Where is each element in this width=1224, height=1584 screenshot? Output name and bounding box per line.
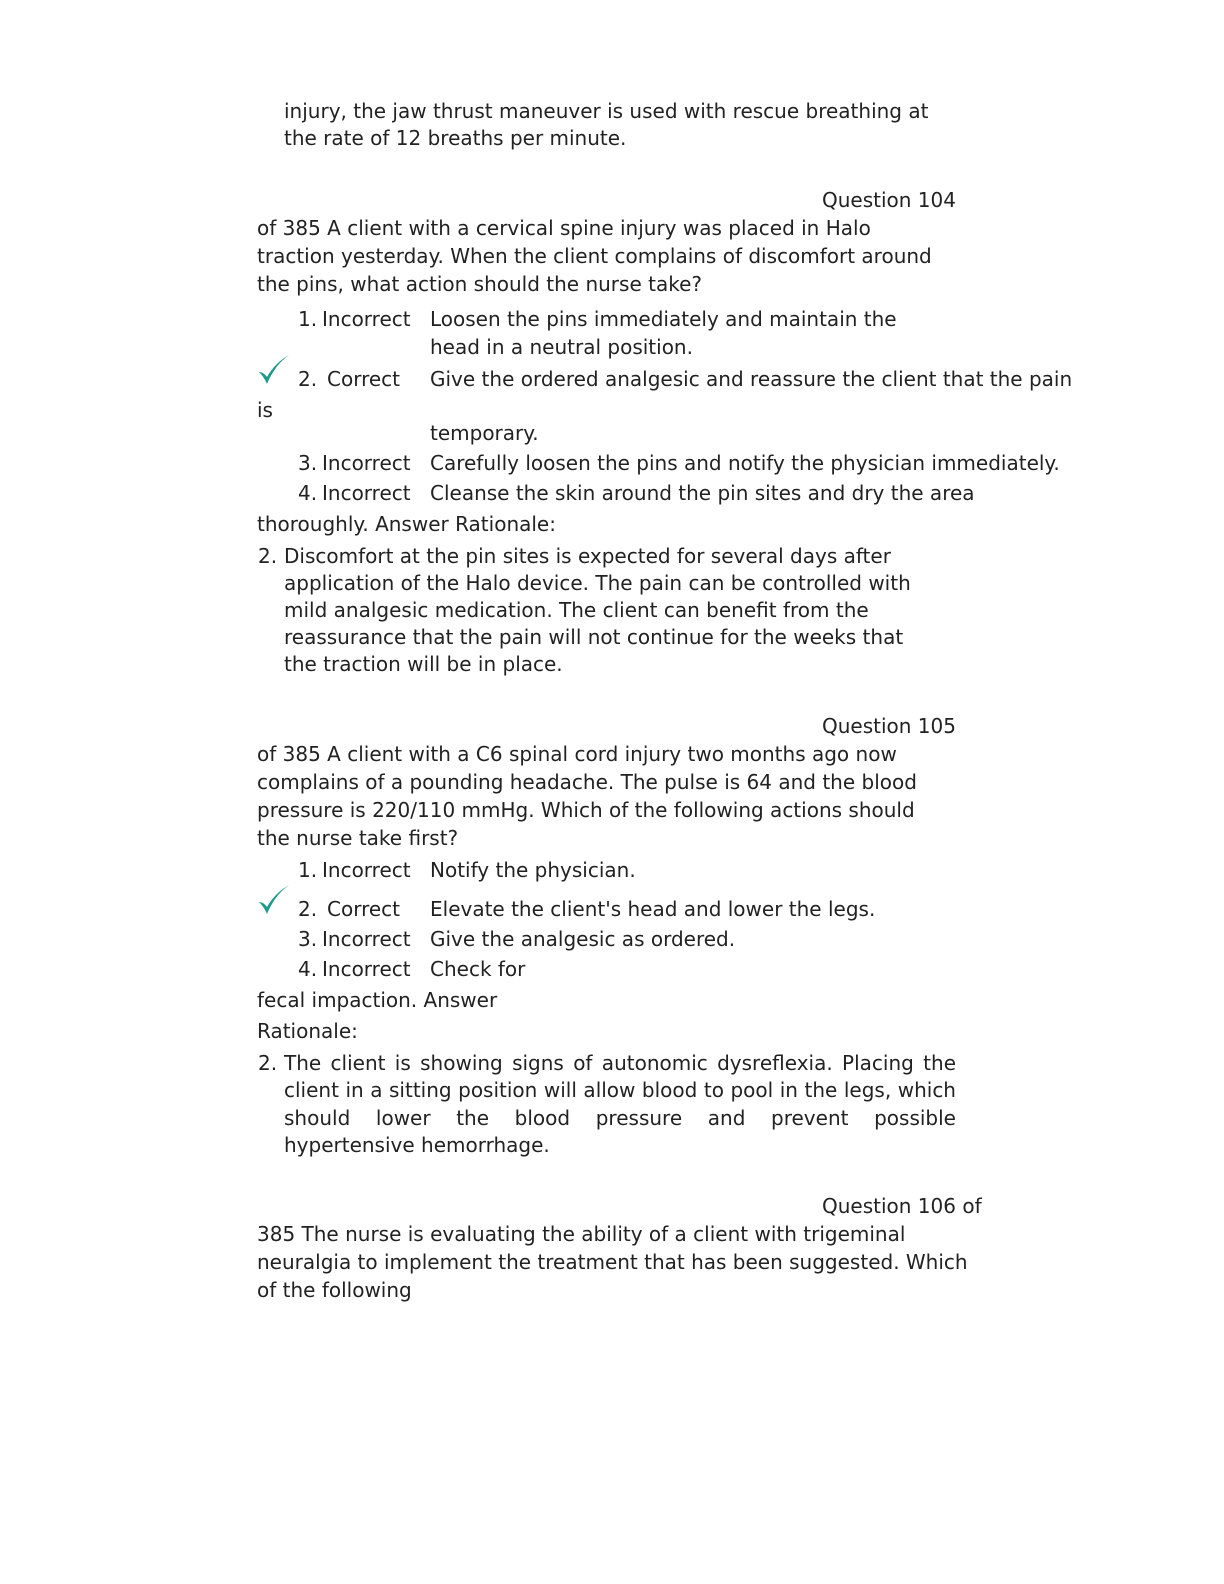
question-stem-line: pressure is 220/110 mmHg. Which of the following actions should bbox=[257, 798, 915, 822]
question-stem-line: of 385 A client with a cervical spine injury was placed in Halo bbox=[257, 216, 871, 240]
rationale-line: mild analgesic medication. The client can benefit from the bbox=[284, 598, 869, 622]
after-options-text: thoroughly. Answer Rationale: bbox=[257, 512, 556, 536]
question-stem-line: of the following bbox=[257, 1278, 412, 1302]
option-number: 3. bbox=[298, 451, 318, 475]
option-text: Give the analgesic as ordered. bbox=[430, 927, 736, 951]
question-label: Question 105 bbox=[822, 714, 956, 738]
option-status: Incorrect bbox=[322, 858, 411, 882]
rationale-paragraph: The client is showing signs of autonomic dysreflexia. Placing the client in a sitting position will allow blood to pool in the legs, which should lower the blood pressure and prevent possible hypertensive hemorrhage. bbox=[284, 1051, 956, 1157]
question-stem-line: complains of a pounding headache. The pulse is 64 and the blood bbox=[257, 770, 917, 794]
option-number: 1. bbox=[298, 858, 318, 882]
question-stem-line: neuralgia to implement the treatment that has been suggested. Which bbox=[257, 1250, 968, 1274]
option-text: Elevate the client's head and lower the legs. bbox=[430, 897, 876, 921]
rationale-line: the traction will be in place. bbox=[284, 652, 563, 676]
question-stem-line: the nurse take first? bbox=[257, 826, 459, 850]
option-status: Incorrect bbox=[322, 307, 411, 331]
checkmark-icon bbox=[256, 882, 292, 918]
option-text: Carefully loosen the pins and notify the physician immediately. bbox=[430, 451, 1060, 475]
option-text: Give the ordered analgesic and reassure the client that the pain bbox=[430, 367, 1073, 391]
rationale-line: application of the Halo device. The pain can be controlled with bbox=[284, 571, 911, 595]
option-text: Cleanse the skin around the pin sites and dry the area bbox=[430, 481, 975, 505]
option-text: Check for bbox=[430, 957, 526, 981]
option-status: Correct bbox=[327, 367, 400, 391]
question-stem-line: traction yesterday. When the client complains of discomfort around bbox=[257, 244, 932, 268]
after-options-text: Rationale: bbox=[257, 1019, 358, 1043]
option-status: Incorrect bbox=[322, 957, 411, 981]
option-status: Incorrect bbox=[322, 927, 411, 951]
after-options-text: fecal impaction. Answer bbox=[257, 988, 498, 1012]
option-text: head in a neutral position. bbox=[430, 335, 693, 359]
checkmark-icon bbox=[256, 352, 292, 388]
option-status: Incorrect bbox=[322, 451, 411, 475]
option-text: Loosen the pins immediately and maintain the bbox=[430, 307, 897, 331]
question-stem-line: of 385 A client with a C6 spinal cord injury two months ago now bbox=[257, 742, 897, 766]
question-stem-line: 385 The nurse is evaluating the ability of a client with trigeminal bbox=[257, 1222, 906, 1246]
rationale-number: 2. bbox=[258, 544, 278, 568]
option-text: temporary. bbox=[430, 421, 539, 445]
option-number: 3. bbox=[298, 927, 318, 951]
question-label: Question 106 of bbox=[822, 1194, 982, 1218]
option-number: 4. bbox=[298, 481, 318, 505]
rationale-line: Discomfort at the pin sites is expected for several days after bbox=[284, 544, 891, 568]
option-number: 2. bbox=[298, 897, 318, 921]
option-number: 1. bbox=[298, 307, 318, 331]
option-status: Correct bbox=[327, 897, 400, 921]
rationale-line: reassurance that the pain will not continue for the weeks that bbox=[284, 625, 904, 649]
option-text-wrap: is bbox=[257, 398, 273, 422]
option-number: 4. bbox=[298, 957, 318, 981]
intro-line-2: the rate of 12 breaths per minute. bbox=[284, 126, 627, 150]
option-text: Notify the physician. bbox=[430, 858, 636, 882]
intro-line-1: injury, the jaw thrust maneuver is used with rescue breathing at bbox=[284, 99, 929, 123]
option-number: 2. bbox=[298, 367, 318, 391]
rationale-number: 2. bbox=[258, 1051, 278, 1075]
question-stem-line: the pins, what action should the nurse take? bbox=[257, 272, 702, 296]
option-status: Incorrect bbox=[322, 481, 411, 505]
question-label: Question 104 bbox=[822, 188, 956, 212]
